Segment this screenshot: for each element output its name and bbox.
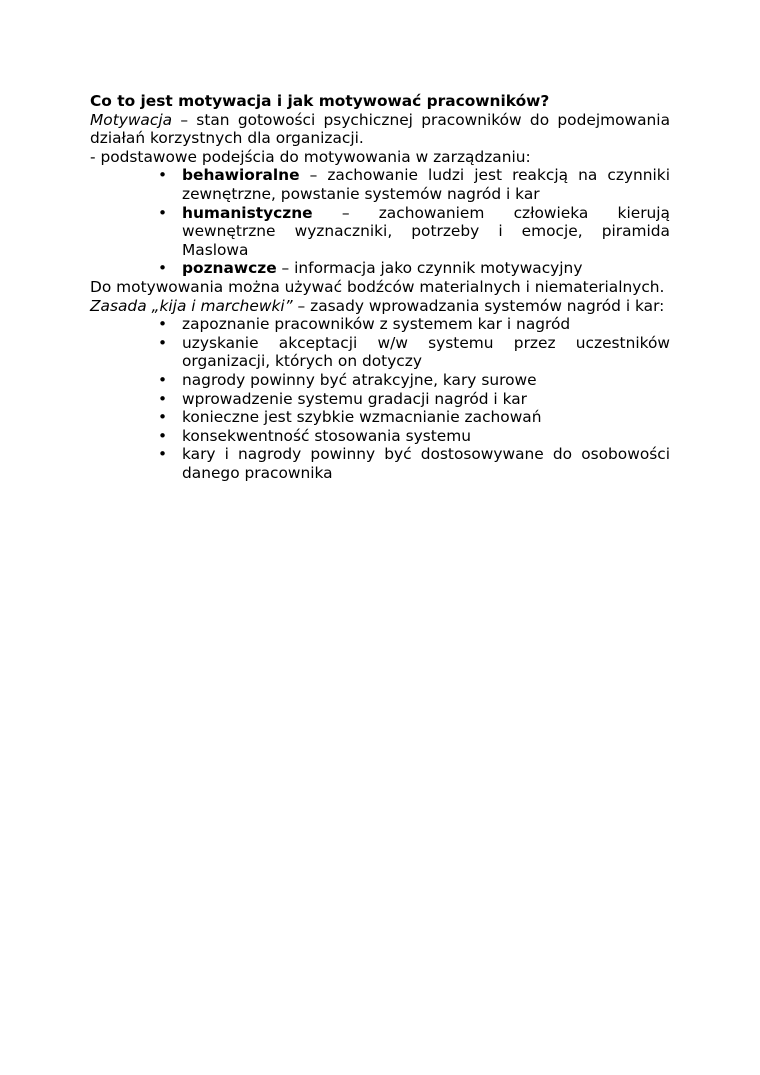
bullet-icon: • [158,426,168,445]
list-item [158,166,670,203]
document-title: Co to jest motywacja i jak motywować pracowników? [90,92,550,110]
approaches-list [90,166,670,278]
bullet-icon: • [158,315,168,334]
bullet-icon: • [158,370,168,389]
rule-text: – zasady wprowadzania systemów nagród i kar: [292,296,665,315]
approach-term: humanistyczne [182,203,313,222]
approach-text: – zachowaniem człowieka kierują wewnętrzne wyznaczniki, potrzeby i emocje, piramida Maslowa [182,203,670,259]
rule-item-text: kary i nagrody powinny być dostosowywane do osobowości danego pracownika [182,445,670,482]
definition-term: Motywacja [90,110,173,129]
stimuli-line: Do motywowania można używać bodźców materialnych i niematerialnych. [90,277,665,296]
list-item [158,426,670,446]
approach-term: behawioralne [182,166,300,185]
rule-term: Zasada „kija i marchewki” [90,296,293,315]
rule-item-text: wprowadzenie systemu gradacji nagród i kar [182,389,528,408]
document-page [90,92,670,482]
rule-item-text: konieczne jest szybkie wzmacnianie zachowań [182,408,542,427]
approach-text: – zachowanie ludzi jest reakcją na czynniki zewnętrzne, powstanie systemów nagród i kar [182,166,670,203]
rule-item-text: uzyskanie akceptacji w/w systemu przez uczestników organizacji, których on dotyczy [182,333,670,371]
list-item [158,370,670,390]
rule-paragraph [90,297,670,316]
bullet-icon: • [158,166,168,185]
bullet-icon: • [158,408,168,427]
definition-text: – stan gotowości psychicznej pracowników do podejmowania działań korzystnych dla organizacji. [90,110,670,148]
list-item [158,389,670,409]
rule-item-text: konsekwentność stosowania systemu [182,426,471,445]
list-item [158,408,670,427]
bullet-icon: • [158,259,168,278]
list-item [158,259,670,278]
definition-paragraph [90,111,670,148]
rule-item-text: nagrody powinny być atrakcyjne, kary surowe [182,370,537,389]
approaches-intro: - podstawowe podejścia do motywowania w zarządzaniu: [90,147,531,166]
bullet-icon: • [158,333,168,352]
bullet-icon: • [158,445,168,464]
bullet-icon: • [158,389,168,408]
bullet-icon: • [158,203,168,222]
list-item [158,445,670,482]
approach-term: poznawcze [182,259,277,278]
rules-list [90,315,670,482]
list-item [158,315,670,334]
list-item [158,203,670,260]
list-item [158,333,670,371]
approach-text: – informacja jako czynnik motywacyjny [276,259,583,278]
rule-item-text: zapoznanie pracowników z systemem kar i nagród [182,315,571,334]
